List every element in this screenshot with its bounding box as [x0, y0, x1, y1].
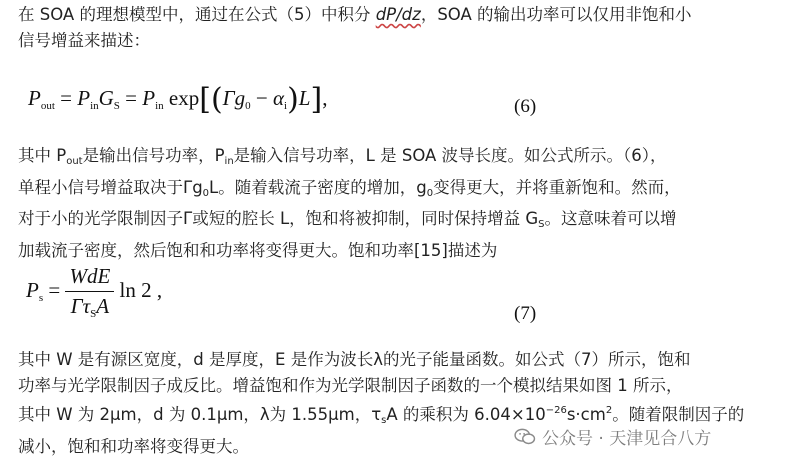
equation-6: $P_{out} = P_{in}G_S = P_{in}$ $\exp[(\Gamma g_0 - \alpha_i)L]$,	[28, 82, 328, 117]
watermark-text: 公众号 · 天津见合八方	[542, 429, 712, 449]
result-line-1: 其中 W 是有源区宽度，d 是厚度，E 是作为波长λ的光子能量函数。如公式（7）所示，饱和	[18, 350, 691, 369]
watermark	[514, 424, 711, 449]
result-line-3: 其中 W 为 2μm，d 为 0.1μm，λ为 1.55μm，τsA 的乘积为 $6.04\times 10^{-26}s\cdot cm^2$。随着限制因子的	[18, 405, 745, 426]
result-line-4: 减小，饱和和功率将变得更大。	[18, 436, 249, 456]
definition-paragraph	[18, 143, 681, 263]
equation-7-number: (7)	[514, 303, 537, 324]
definition-line-1: 其中 Pout是输出信号功率，Pin是输入信号功率，L 是 SOA 波导长度。如公式所示。（6），	[18, 146, 667, 167]
intro-line-2: 信号增益来描述：	[18, 30, 150, 50]
definition-line-4: 加载流子密度，然后饱和和功率将变得更大。饱和功率[15]描述为	[18, 240, 498, 260]
definition-line-2: 单程小信号增益取决于Γg0L。随着载流子密度的增加，g0变得更大，并将重新饱和。然而，	[18, 177, 681, 199]
result-line-2: 功率与光学限制因子成反比。增益饱和作为光学限制因子函数的一个模拟结果如图 1 所示，	[18, 375, 683, 395]
definition-line-3: 对于小的光学限制因子Γ或短的腔长 L，饱和将被抑制，同时保持增益 GS。这意味着可以增	[18, 209, 677, 230]
equation-7: $P_s$ = $\frac{\text{WdE}}{\Gamma\tau_SA}$ ln 2 ,	[26, 264, 163, 320]
integral-term: dP/dz	[375, 5, 421, 24]
wechat-icon	[514, 428, 536, 446]
intro-paragraph	[18, 2, 692, 53]
intro-line-1: 在 SOA 的理想模型中，通过在公式（5）中积分 dP/dz，SOA 的输出功率可以仅用非饱和小	[18, 5, 692, 24]
equation-6-number: (6)	[514, 96, 537, 117]
equation-7-fraction: $\frac{\text{WdE}}{\Gamma\tau_SA}$	[65, 264, 114, 320]
